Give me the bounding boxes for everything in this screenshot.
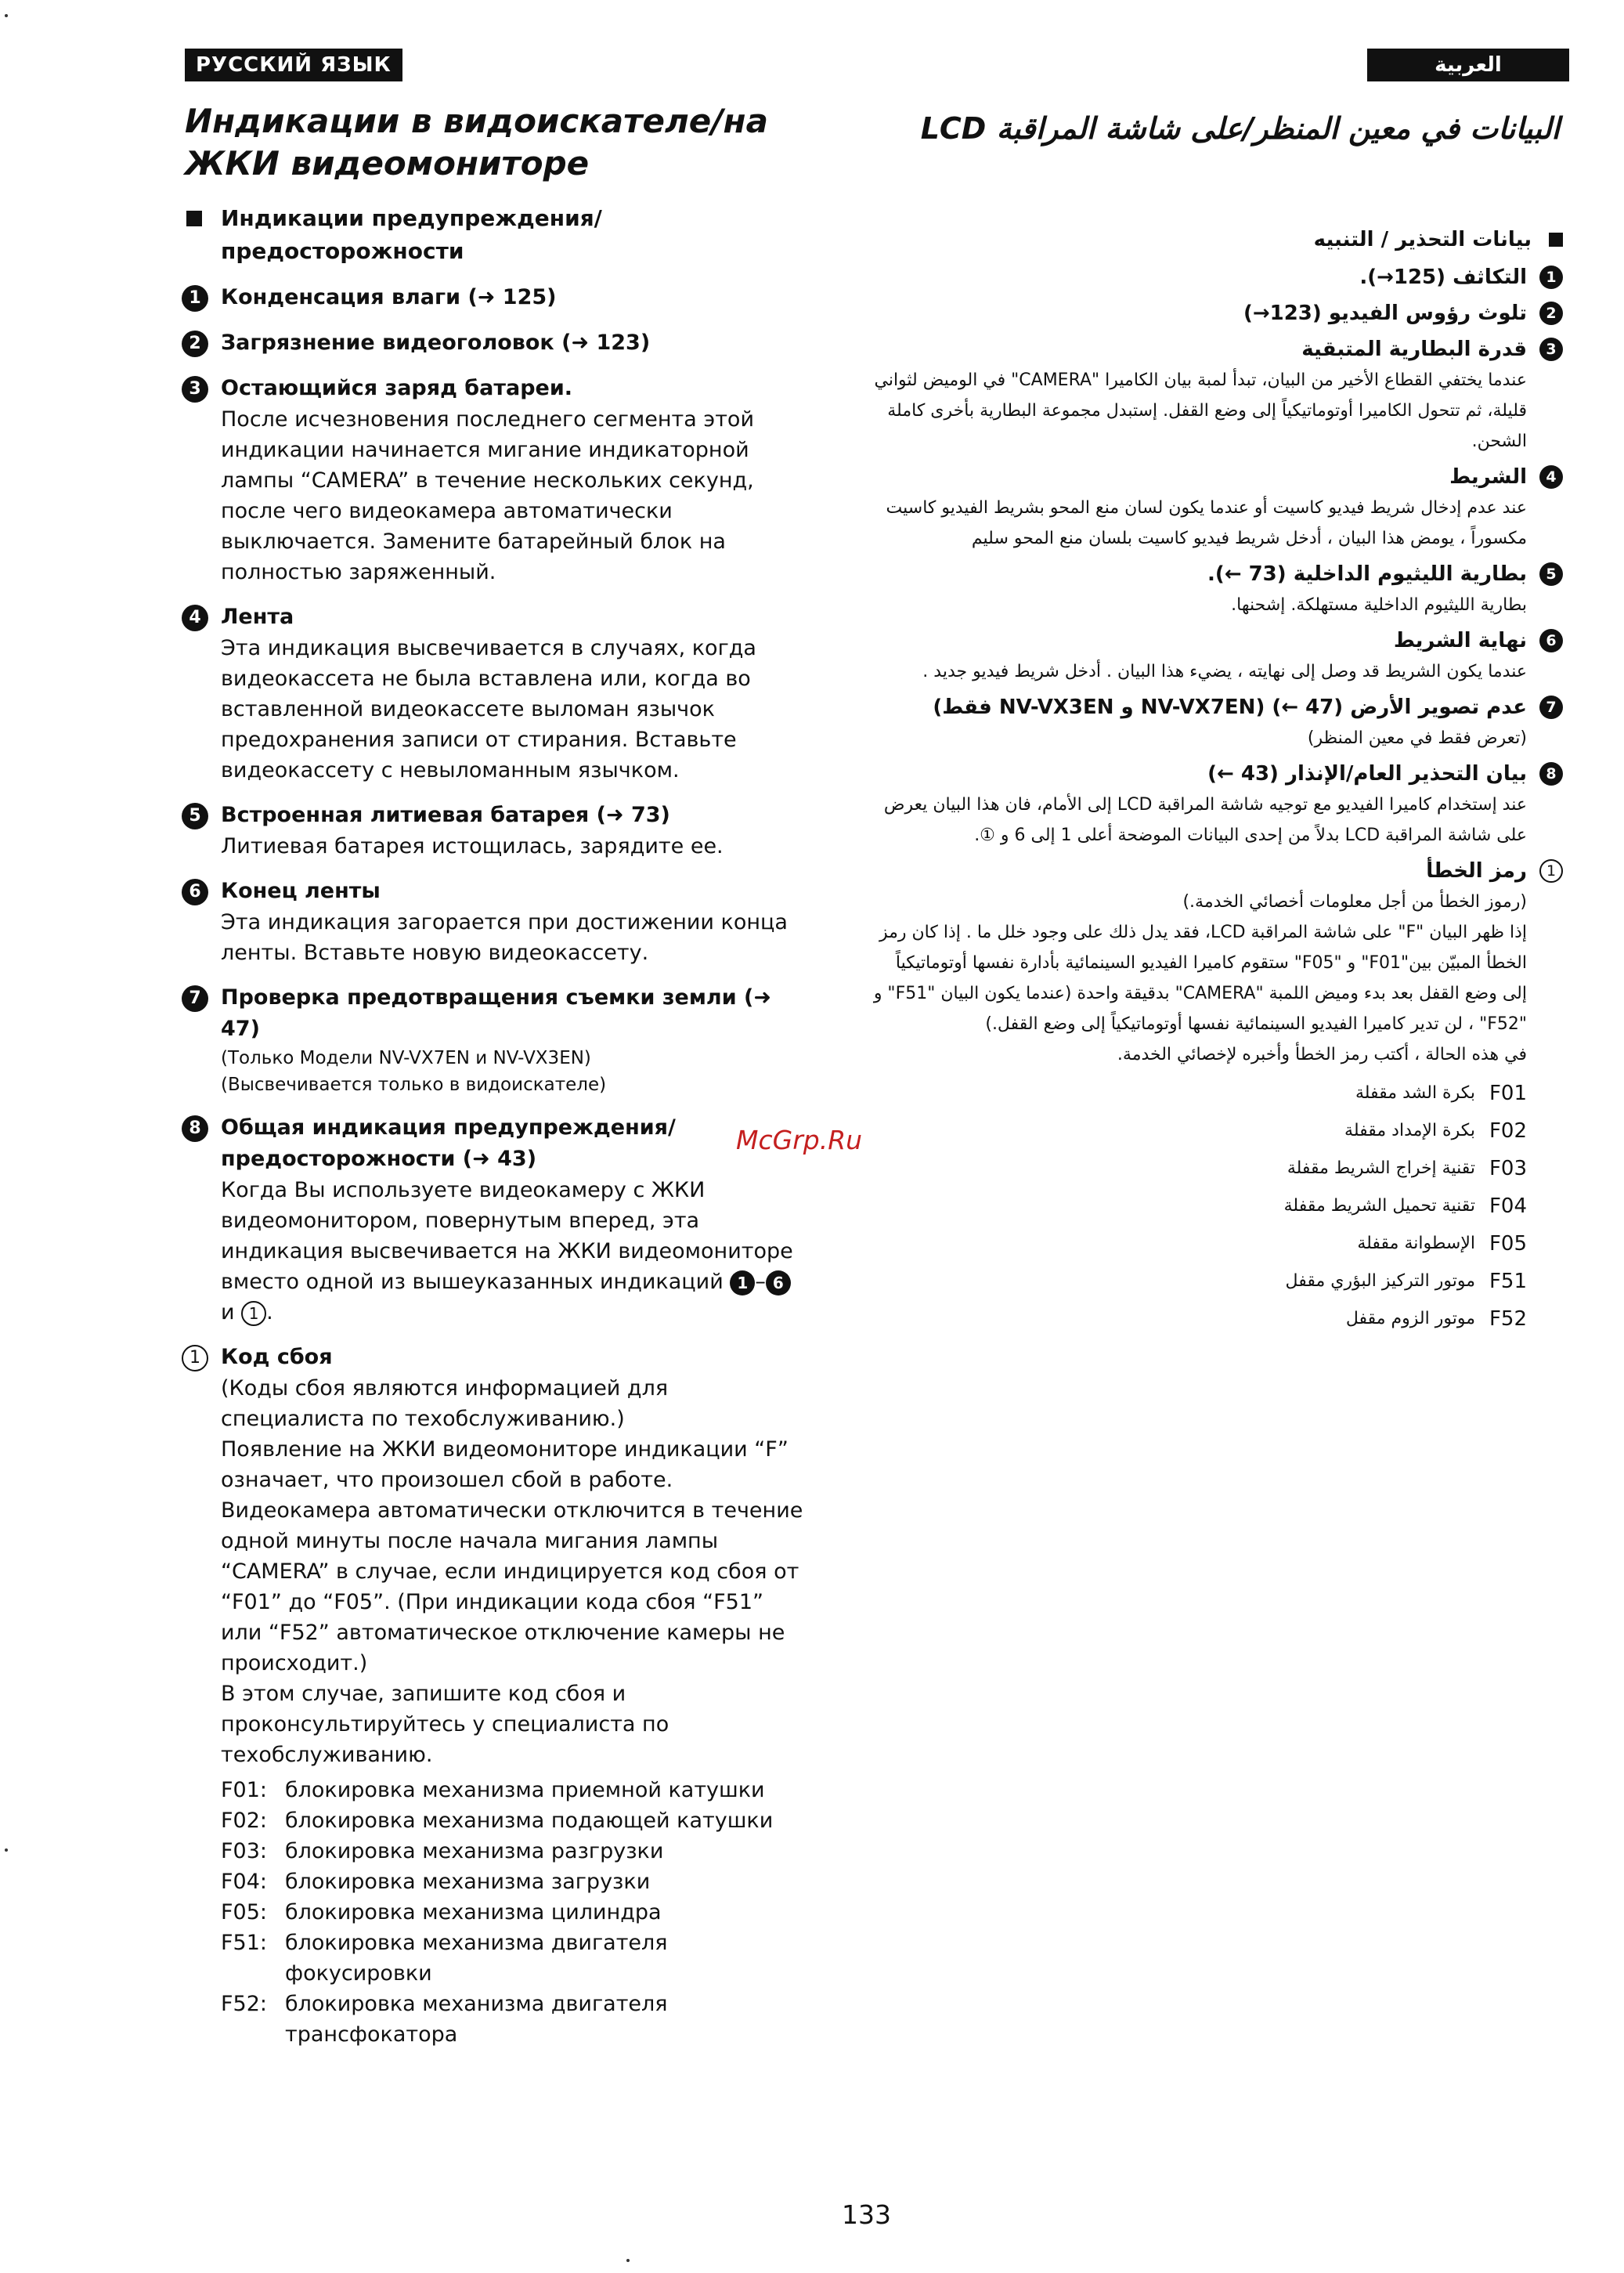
circled-number-icon: 1 (1539, 859, 1563, 883)
number-badge-icon: 4 (1539, 465, 1563, 489)
number-badge-icon: 2 (1539, 302, 1563, 325)
item-body: في هذه الحالة ، أكتب رمز الخطأ وأخبره لإخصائي الخدمة. (1117, 1045, 1527, 1064)
number-badge-icon: 7 (1539, 696, 1563, 719)
error-code-row (221, 1775, 808, 1805)
item-title: نهاية الشريط (1393, 629, 1527, 652)
error-code: F01: (221, 1778, 267, 1802)
error-code: F04 (1489, 1194, 1527, 1218)
circled-number-icon: 1 (182, 1345, 208, 1371)
language-tab-russian: РУССКИЙ ЯЗЫК (185, 49, 402, 81)
item-body: (Коды сбоя являются информацией для специалиста по техобслуживанию.) (221, 1376, 669, 1431)
error-code: F01 (1489, 1082, 1527, 1105)
item-title: Остающийся заряд батареи. (221, 376, 573, 400)
error-code-row (221, 1989, 808, 2050)
list-item (182, 602, 808, 786)
list-item (182, 1112, 808, 1328)
error-code: F02: (221, 1809, 267, 1833)
list-item (182, 1342, 808, 2050)
item-title: Конец ленты (221, 879, 381, 903)
list-item (868, 625, 1563, 687)
error-code-list (221, 1775, 808, 2050)
number-badge-icon: 1 (182, 285, 208, 312)
error-description: блокировка механизма двигателя трансфокатора (285, 1992, 668, 2047)
error-description: موتور الزوم مقفل (1345, 1309, 1475, 1328)
error-code: F05 (1489, 1232, 1527, 1256)
list-item (182, 327, 808, 359)
item-title: Лента (221, 605, 294, 629)
item-note: (Высвечивается только в видоискателе) (221, 1075, 607, 1095)
scan-mark (626, 2259, 630, 2262)
item-title: بطارية الليثيوم الداخلية (73 ←). (1207, 562, 1527, 586)
item-body: عند إستخدام كاميرا الفيديو مع توجيه شاشة المراقبة LCD إلى الأمام، فان هذا البيان يعرض على شاشة المراقبة LCD بدلاً من إحدى البيانات الموضحة أعلى 1 إلى 6 و ①. (883, 795, 1527, 845)
language-tab-arabic: العربية (1367, 49, 1569, 81)
number-badge-icon: 7 (182, 985, 208, 1012)
error-code-row (868, 1263, 1527, 1300)
error-description: блокировка механизма двигателя фокусировки (285, 1931, 668, 1986)
error-code: F04: (221, 1870, 267, 1894)
error-description: блокировка механизма разгрузки (285, 1839, 664, 1863)
scan-mark (5, 14, 8, 17)
conjunction-text: и (221, 1300, 235, 1324)
error-code-row (868, 1225, 1527, 1263)
item-title: التكاثف (125→). (1359, 266, 1527, 289)
item-body: بطارية الليثيوم الداخلية مستهلكة. إشحنها. (1231, 595, 1527, 615)
error-code: F52: (221, 1992, 267, 2016)
item-body: عندما يكون الشريط قد وصل إلى نهايته ، يضيء هذا البيان . أدخل شريط فيديو جديد . (922, 662, 1527, 681)
item-title: Встроенная литиевая батарея (➜ 73) (221, 803, 670, 827)
error-code-row (868, 1300, 1527, 1338)
list-item (182, 982, 808, 1098)
error-description: блокировка механизма цилиндра (285, 1900, 662, 1924)
error-code-row (221, 1928, 808, 1989)
error-code: F52 (1489, 1307, 1527, 1331)
reference-circle-icon: 1 (241, 1301, 266, 1326)
list-item (868, 262, 1563, 293)
item-body: (رموز الخطأ من أجل معلومات أخصائي الخدمة.) (1182, 892, 1527, 912)
item-body: Литиевая батарея истощилась, зарядите ее. (221, 834, 724, 858)
list-item (868, 334, 1563, 457)
error-description: بكرة الشد مقفلة (1355, 1083, 1475, 1103)
item-body: После исчезновения последнего сегмента этой индикации начинается мигание индикаторной лампы “CAMERA” в течение нескольких секунд, после чего видеокамера автоматически выключается. Замените батарейный блок на полностью заряженный. (221, 407, 754, 584)
number-badge-icon: 5 (182, 803, 208, 829)
error-code-row (221, 1866, 808, 1897)
item-title: تلوث رؤوس الفيديو (123→) (1243, 302, 1527, 325)
section-title: Индикации предупреждения/ предосторожности (221, 205, 602, 264)
item-title: رمز الخطأ (1426, 859, 1527, 883)
error-code: F51: (221, 1931, 267, 1955)
error-description: بكرة الإمداد مقفلة (1344, 1121, 1475, 1140)
number-badge-icon: 8 (1539, 762, 1563, 786)
item-title: Проверка предотвращения съемки земли (➜ 47) (221, 985, 771, 1041)
page-number: 133 (842, 2199, 891, 2230)
item-body-text: Когда Вы используете видеокамеру с ЖКИ видеомонитором, повернутым вперед, эта индикация высвечивается на ЖКИ видеомониторе вместо одной из вышеуказанных индикаций (221, 1178, 793, 1294)
list-item (868, 758, 1563, 851)
error-code: F02 (1489, 1119, 1527, 1143)
error-code-list (868, 1075, 1527, 1338)
error-description: الإسطوانة مقفلة (1357, 1234, 1475, 1253)
item-title: قدرة البطارية المتبقية (1301, 338, 1527, 361)
item-body: Когда Вы используете видеокамеру с ЖКИ видеомонитором, повернутым вперед, эта индикация высвечивается на ЖКИ видеомониторе вместо одной из вышеуказанных индикаций 1 – 6 и 1 . (221, 1178, 793, 1324)
item-body: Эта индикация загорается при достижении конца ленты. Вставьте новую видеокассету. (221, 910, 788, 965)
page-title-russian: Индикации в видоискателе/на ЖКИ видеомониторе (185, 102, 768, 182)
number-badge-icon: 6 (182, 879, 208, 905)
error-code-row (868, 1075, 1527, 1112)
section-heading (868, 224, 1563, 255)
number-badge-icon: 6 (1539, 629, 1563, 652)
error-code: F05: (221, 1900, 267, 1924)
list-item (182, 282, 808, 313)
arabic-column (868, 224, 1563, 1338)
number-badge-icon: 8 (182, 1115, 208, 1142)
item-body: (تعرض فقط في معين المنظر) (1307, 728, 1527, 748)
item-title: بيان التحذير العام/الإنذار (43 ←) (1207, 762, 1527, 786)
item-body: В этом случае, запишите код сбоя и проконсультируйтесь у специалиста по техобслуживанию. (221, 1682, 669, 1767)
number-badge-icon: 5 (1539, 562, 1563, 586)
reference-badge-icon: 1 (730, 1270, 755, 1296)
scan-mark (5, 1848, 8, 1852)
item-title: الشريط (1449, 465, 1527, 489)
error-code-row (868, 1187, 1527, 1225)
error-code-row (221, 1805, 808, 1836)
item-title: Загрязнение видеоголовок (➜ 123) (221, 331, 651, 355)
item-note: (Только Модели NV-VX7EN и NV-VX3EN) (221, 1048, 591, 1068)
item-body: Эта индикация высвечивается в случаях, когда видеокассета не была вставлена или, когда во вставленной видеокассете выломан язычок предохранения записи от стирания. Вставьте видеокассету с невыломанным язычком. (221, 636, 756, 782)
square-bullet-icon (1549, 233, 1563, 247)
error-description: تقنية تحميل الشريط مقفلة (1283, 1196, 1475, 1216)
error-code-row (868, 1112, 1527, 1150)
list-item (868, 692, 1563, 753)
error-code: F51 (1489, 1270, 1527, 1293)
square-bullet-icon (186, 211, 202, 226)
item-title: Конденсация влаги (➜ 125) (221, 285, 557, 309)
item-title: Код сбоя (221, 1345, 333, 1369)
section-title: بيانات التحذير / التنبيه (1313, 228, 1532, 251)
error-code-row (868, 1150, 1527, 1187)
error-code-row (221, 1836, 808, 1866)
number-badge-icon: 2 (182, 331, 208, 357)
reference-badge-icon: 6 (766, 1270, 791, 1296)
item-title: Общая индикация предупреждения/ предосторожности (➜ 43) (221, 1115, 676, 1171)
error-description: блокировка механизма подающей катушки (285, 1809, 774, 1833)
list-item (868, 855, 1563, 1338)
list-item (868, 298, 1563, 329)
list-item (868, 558, 1563, 620)
error-description: تقنية إخراج الشريط مقفلة (1287, 1158, 1475, 1178)
watermark-text: McGrp.Ru (736, 1125, 863, 1155)
list-item (182, 373, 808, 587)
page-title-arabic: البيانات في معين المنظر/على شاشة المراقبة LCD (920, 111, 1560, 146)
error-description: موتور التركيز البؤري مقفل (1285, 1271, 1475, 1291)
number-badge-icon: 3 (182, 376, 208, 403)
list-item (182, 876, 808, 968)
russian-column (182, 202, 808, 2050)
list-item (868, 461, 1563, 554)
item-body: عندما يختفي القطاع الأخير من البيان، تبدأ لمبة بيان الكاميرا "CAMERA" في الوميض لثواني قليلة، ثم تتحول الكاميرا أوتوماتيكياً إلى وضع القفل. إستبدل مجموعة البطارية بأخرى كاملة الشحن. (874, 370, 1527, 451)
item-body: عند عدم إدخال شريط فيديو كاسيت أو عندما يكون لسان منع المحو بشريط الفيديو كاسيت مكسوراً ، يومض هذا البيان ، أدخل شريط فيديو كاسيت بلسان منع المحو سليم (886, 498, 1527, 548)
section-heading (182, 202, 808, 268)
error-description: блокировка механизма приемной катушки (285, 1778, 765, 1802)
item-body: إذا ظهر البيان "F" على شاشة المراقبة LCD، فقد يدل ذلك على وجود خلل ما . إذا كان رمز الخطأ المبيّن بين"F01" و "F05" ستقوم كاميرا الفيديو السينمائية بأدارة نفسها أوتوماتيكياً إلى وضع القفل بعد بدء وميض اللمبة "CAMERA" بدقيقة واحدة (عندما يكون البيان "F51" و "F52" ، لن تدير كاميرا الفيديو السينمائية نفسها أوتوماتيكياً إلى وضع القفل.) (873, 923, 1527, 1034)
error-code-row (221, 1897, 808, 1928)
number-badge-icon: 1 (1539, 266, 1563, 289)
error-code: F03 (1489, 1157, 1527, 1180)
list-item (182, 800, 808, 862)
error-code: F03: (221, 1839, 267, 1863)
item-body: Появление на ЖКИ видеомониторе индикации “F” означает, что произошел сбой в работе. Видеокамера автоматически отключится в течение одной минуты после начала мигания лампы “CAMERA” в случае, если индицируется код сбоя от “F01” до “F05”. (При индикации кода сбоя “F51” или “F52” автоматическое отключение камеры не происходит.) (221, 1437, 803, 1675)
error-description: блокировка механизма загрузки (285, 1870, 651, 1894)
number-badge-icon: 4 (182, 605, 208, 631)
item-title: عدم تصوير الأرض (47 ←) (NV-VX7EN و NV-VX3EN فقط) (933, 696, 1527, 719)
number-badge-icon: 3 (1539, 338, 1563, 361)
